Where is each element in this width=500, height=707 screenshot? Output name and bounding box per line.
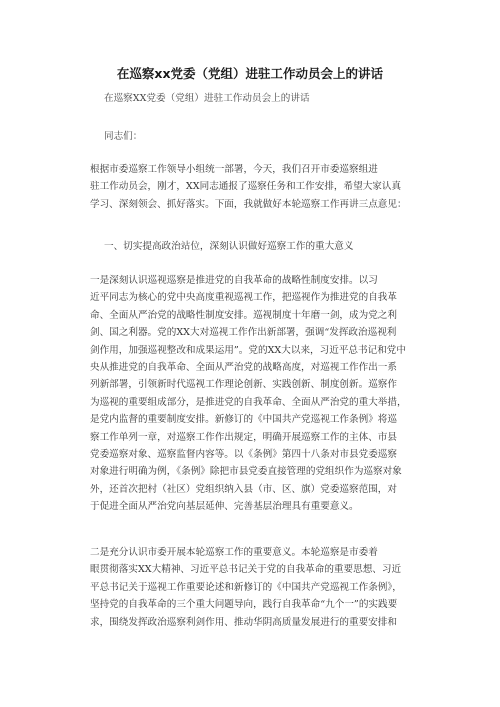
text-line: 央从推进党的自我革命、全面从严治党的战略高度，对巡视工作作出一系 (90, 362, 397, 374)
text-line: 近平同志为核心的党中央高度重视巡视工作，把巡视作为推进党的自我革 (90, 292, 397, 304)
document-subtitle: 在巡察XX党委（党组）进驻工作动员会上的讲话 (104, 93, 310, 104)
text-line: 剑作用，加强巡视整改和成果运用”。党的XX大以来，习近平总书记和党中 (90, 344, 406, 356)
paragraph-point-2 (90, 544, 423, 631)
text-line: 党委巡察对象、巡察监督内容等。以《条例》第四十八条对市县党委巡察 (90, 449, 397, 461)
text-line: 剑、国之利器。党的XX大对巡视工作作出新部署，强调“发挥政治巡视利 (90, 327, 397, 339)
text-line: 命、全面从严治党的战略性制度安排。巡视制度十年磨一剑，成为党之利 (90, 309, 397, 321)
text-line: 于促进全面从严治党向基层延伸、完善基层治理具有重要意义。 (90, 501, 359, 513)
text-line: 平总书记关于巡视工作重要论述和新修订的《中国共产党巡视工作条例》， (90, 581, 402, 593)
text-line: 求，围绕发挥政治巡察利剑作用、推动华阴高质量发展进行的重要安排和 (90, 616, 397, 628)
salutation: 同志们： (104, 131, 143, 142)
paragraph-intro (90, 161, 423, 213)
text-line: 对象进行明确为例，《条例》除把市县党委直接管理的党组织作为巡察对象 (90, 466, 402, 478)
text-line: 察工作单列一章，对巡察工作作出规定，明确开展巡察工作的主体、市县 (90, 431, 397, 443)
text-line: 眼贯彻落实XX大精神、习近平总书记关于党的自我革命的重要思想、习近 (90, 564, 402, 576)
text-line: 外，还首次把村（社区）党组织纳入县（市、区、旗）党委巡察范围，对 (90, 483, 397, 495)
text-line: 根据市委巡察工作领导小组统一部署，今天，我们召开市委巡察组进 (90, 164, 378, 175)
document-title: 在巡察xx党委（党组）进驻工作动员会上的讲话 (116, 66, 384, 81)
text-line: 二是充分认识市委开展本轮巡察工作的重要意义。本轮巡察是市委着 (90, 547, 378, 558)
text-line: 列新部署，引领新时代巡视工作理论创新、实践创新、制度创新。巡察作 (90, 379, 397, 391)
text-line: 是党内监督的重要制度安排。新修订的《中国共产党巡视工作条例》将巡 (90, 414, 397, 426)
text-line: 学习、深刻领会、抓好落实。下面，我就做好本轮巡察工作再讲三点意见： (90, 198, 407, 210)
section-heading-1: 一、切实提高政治站位，深刻认识做好巡察工作的重大意义 (104, 241, 354, 252)
paragraph-point-1 (90, 272, 423, 516)
text-line: 驻工作动员会，刚才，XX同志通报了巡察任务和工作安排，希望大家认真 (90, 181, 402, 193)
text-line: 一是深刻认识巡视巡察是推进党的自我革命的战略性制度安排。以习 (90, 275, 378, 286)
text-line: 坚持党的自我革命的三个重大问题导向，践行自我革命“九个一”的实践要 (90, 599, 398, 611)
text-line: 为巡视的重要组成部分，是推进党的自我革命、全面从严治党的重大举措， (90, 396, 407, 408)
